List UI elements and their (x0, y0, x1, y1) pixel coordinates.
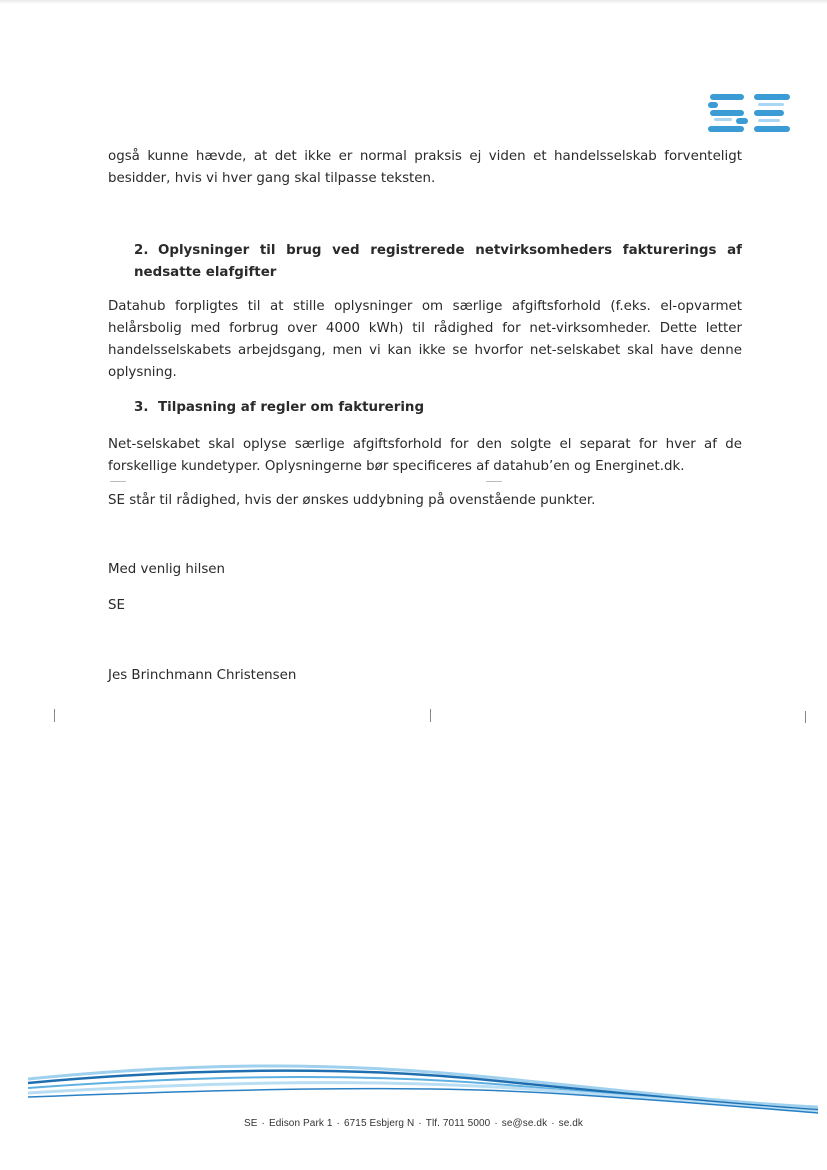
scan-edge (0, 0, 827, 4)
footer-web[interactable]: se.dk (558, 1118, 584, 1129)
section-number: 2. (134, 243, 149, 258)
closing-company: SE (108, 598, 125, 613)
footer-wave-graphic (28, 1055, 818, 1125)
scan-mark (430, 709, 431, 722)
section-title: Tilpasning af regler om fakturering (158, 400, 425, 415)
scan-mark (805, 711, 806, 723)
se-logo (706, 92, 792, 138)
scan-mark (54, 709, 55, 722)
scan-mark (486, 481, 502, 482)
footer-contact: SE · Edison Park 1 · 6715 Esbjerg N · Tlf. 7011 5000 · se@se.dk · se.dk (243, 1118, 584, 1129)
footer-email[interactable]: se@se.dk (501, 1118, 548, 1129)
scan-mark (110, 481, 126, 482)
signer-name: Jes Brinchmann Christensen (108, 668, 297, 683)
section-title: Oplysninger til brug ved registrerede netvirksomheders fakturerings af nedsatte elafgifter (134, 243, 742, 280)
footer-phone: Tlf. 7011 5000 (425, 1118, 491, 1129)
section-number: 3. (134, 400, 149, 415)
section-heading-2 (134, 240, 742, 284)
footer-company: SE (243, 1118, 258, 1129)
paragraph-availability: SE står til rådighed, hvis der ønskes uddybning på ovenstående punkter. (108, 493, 596, 508)
closing-greeting: Med venlig hilsen (108, 562, 226, 577)
paragraph-datahub: Datahub forpligtes til at stille oplysninger om særlige afgiftsforhold (f.eks. el-opvarmet helårsbolig med forbrug over 4000 kWh) til rådighed for net-virksomheder. Dette letter handelsselskabets arbejdsgang, men vi kan ikke se hvorfor net-selskabet skal have denne oplysning. (108, 299, 742, 380)
paragraph-continuation: også kunne hævde, at det ikke er normal praksis ej viden et handelsselskab forventeligt besidder, hvis vi hver gang skal tilpasse teksten. (108, 149, 742, 186)
section-heading-3 (134, 397, 768, 419)
footer-city: 6715 Esbjerg N (343, 1118, 415, 1129)
paragraph-net-selskab: Net-selskabet skal oplyse særlige afgiftsforhold for den solgte el separat for hver af de forskellige kundetyper. Oplysningerne bør specificeres af datahub’en og Energinet.dk. (108, 437, 742, 474)
footer-address: Edison Park 1 (268, 1118, 333, 1129)
